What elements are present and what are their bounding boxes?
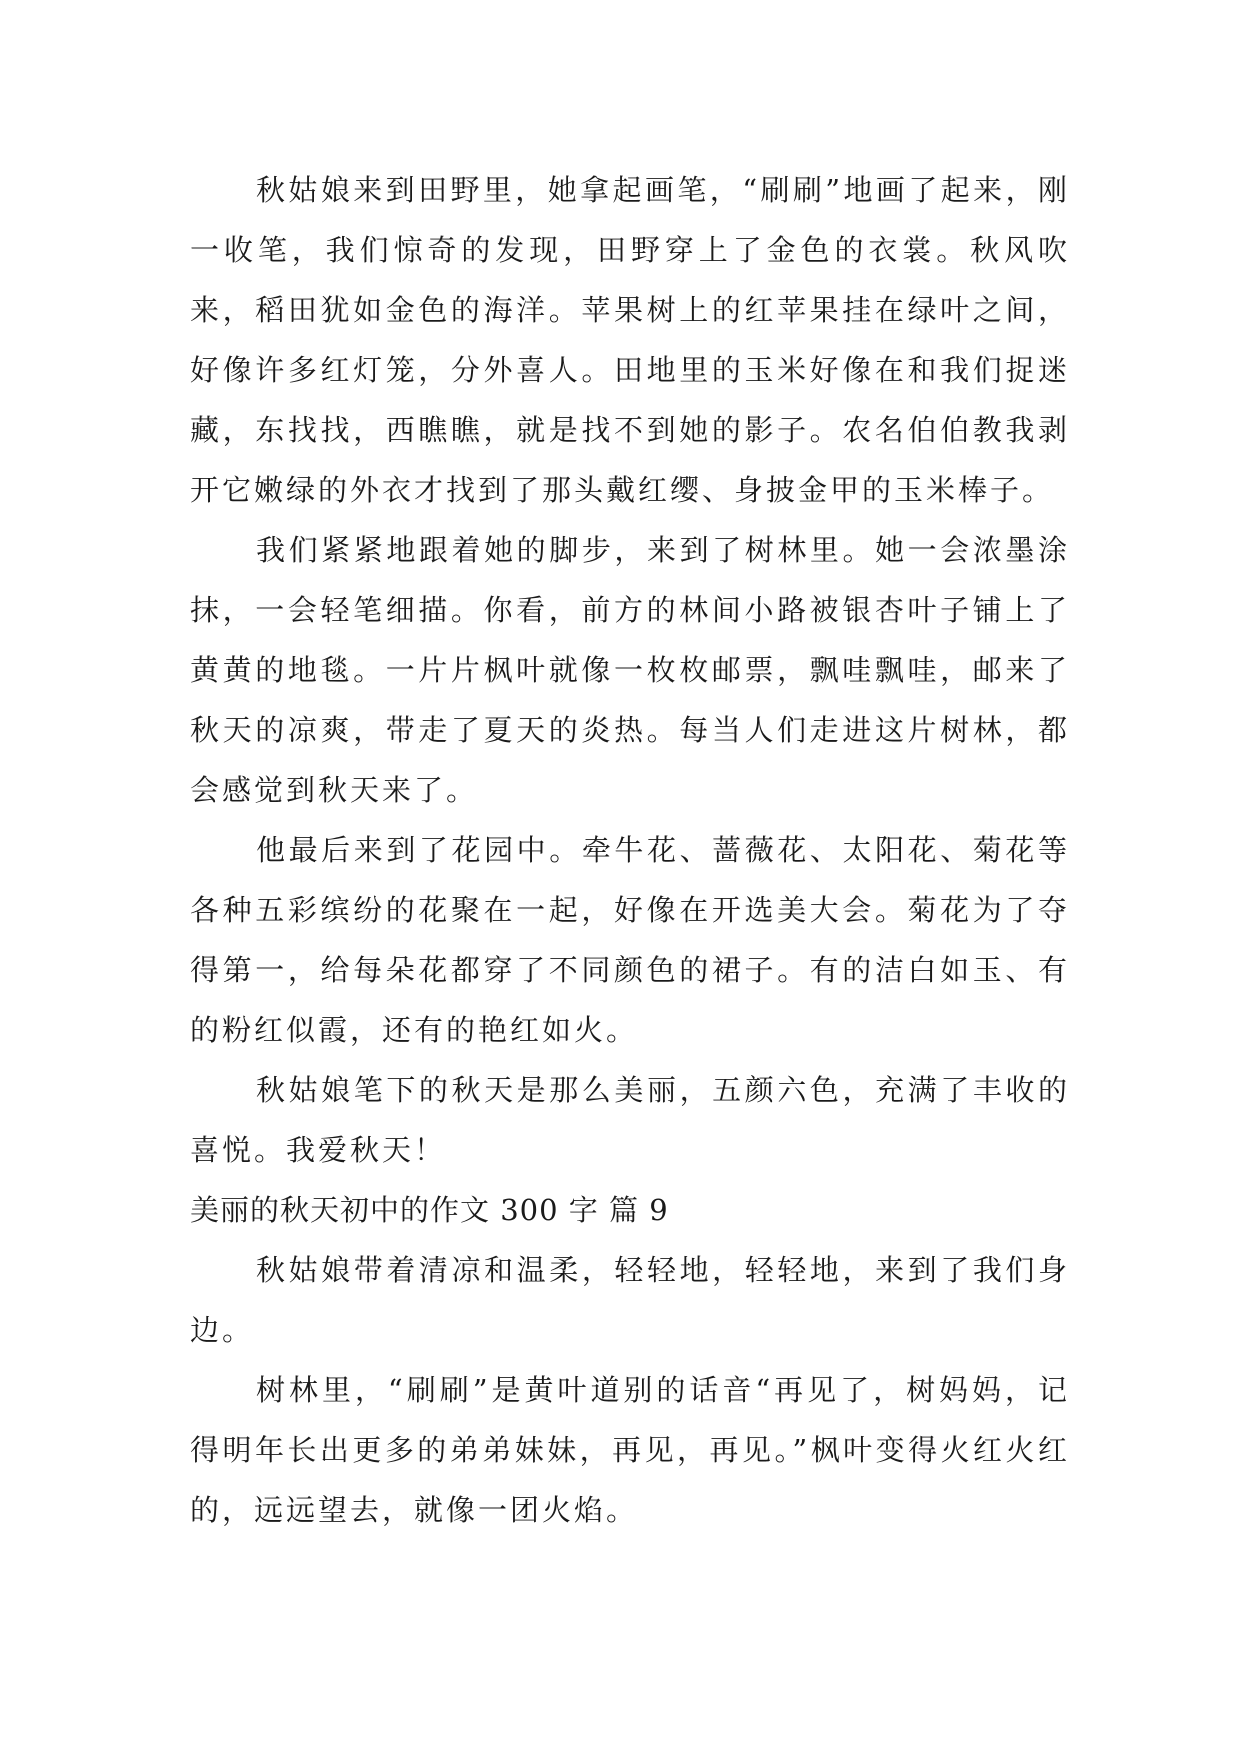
section-heading: 美丽的秋天初中的作文 300 字 篇 9 [190,1193,669,1227]
paragraph-woods: 我们紧紧地跟着她的脚步，来到了树林里。她一会浓墨涂抹，一会轻笔细描。你看，前方的林间小路被银杏叶子铺上了黄黄的地毯。一片片枫叶就像一枚枚邮票，飘哇飘哇，邮来了秋天的凉爽，带走了夏天的炎热。每当人们走进这片树林，都会感觉到秋天来了。 [190,533,1070,807]
document-page [190,160,1070,1540]
paragraph-fields: 秋姑娘来到田野里，她拿起画笔，“刷刷”地画了起来，刚一收笔，我们惊奇的发现，田野穿上了金色的衣裳。秋风吹来，稻田犹如金色的海洋。苹果树上的红苹果挂在绿叶之间，好像许多红灯笼，分外喜人。田地里的玉米好像在和我们捉迷藏，东找找，西瞧瞧，就是找不到她的影子。农名伯伯教我剥开它嫩绿的外衣才找到了那头戴红缨、身披金甲的玉米棒子。 [190,173,1070,507]
paragraph-conclusion: 秋姑娘笔下的秋天是那么美丽，五颜六色，充满了丰收的喜悦。我爱秋天！ [190,1073,1070,1167]
paragraph-garden: 他最后来到了花园中。牵牛花、蔷薇花、太阳花、菊花等各种五彩缤纷的花聚在一起，好像在开选美大会。菊花为了夺得第一，给每朵花都穿了不同颜色的裙子。有的洁白如玉、有的粉红似霞，还有的艳红如火。 [190,833,1070,1047]
paragraph-forest-leaves: 树林里，“刷刷”是黄叶道别的话音“再见了，树妈妈，记得明年长出更多的弟弟妹妹，再见，再见。”枫叶变得火红火红的，远远望去，就像一团火焰。 [190,1373,1070,1527]
paragraph-autumn-arrives: 秋姑娘带着清凉和温柔，轻轻地，轻轻地，来到了我们身边。 [190,1253,1070,1347]
